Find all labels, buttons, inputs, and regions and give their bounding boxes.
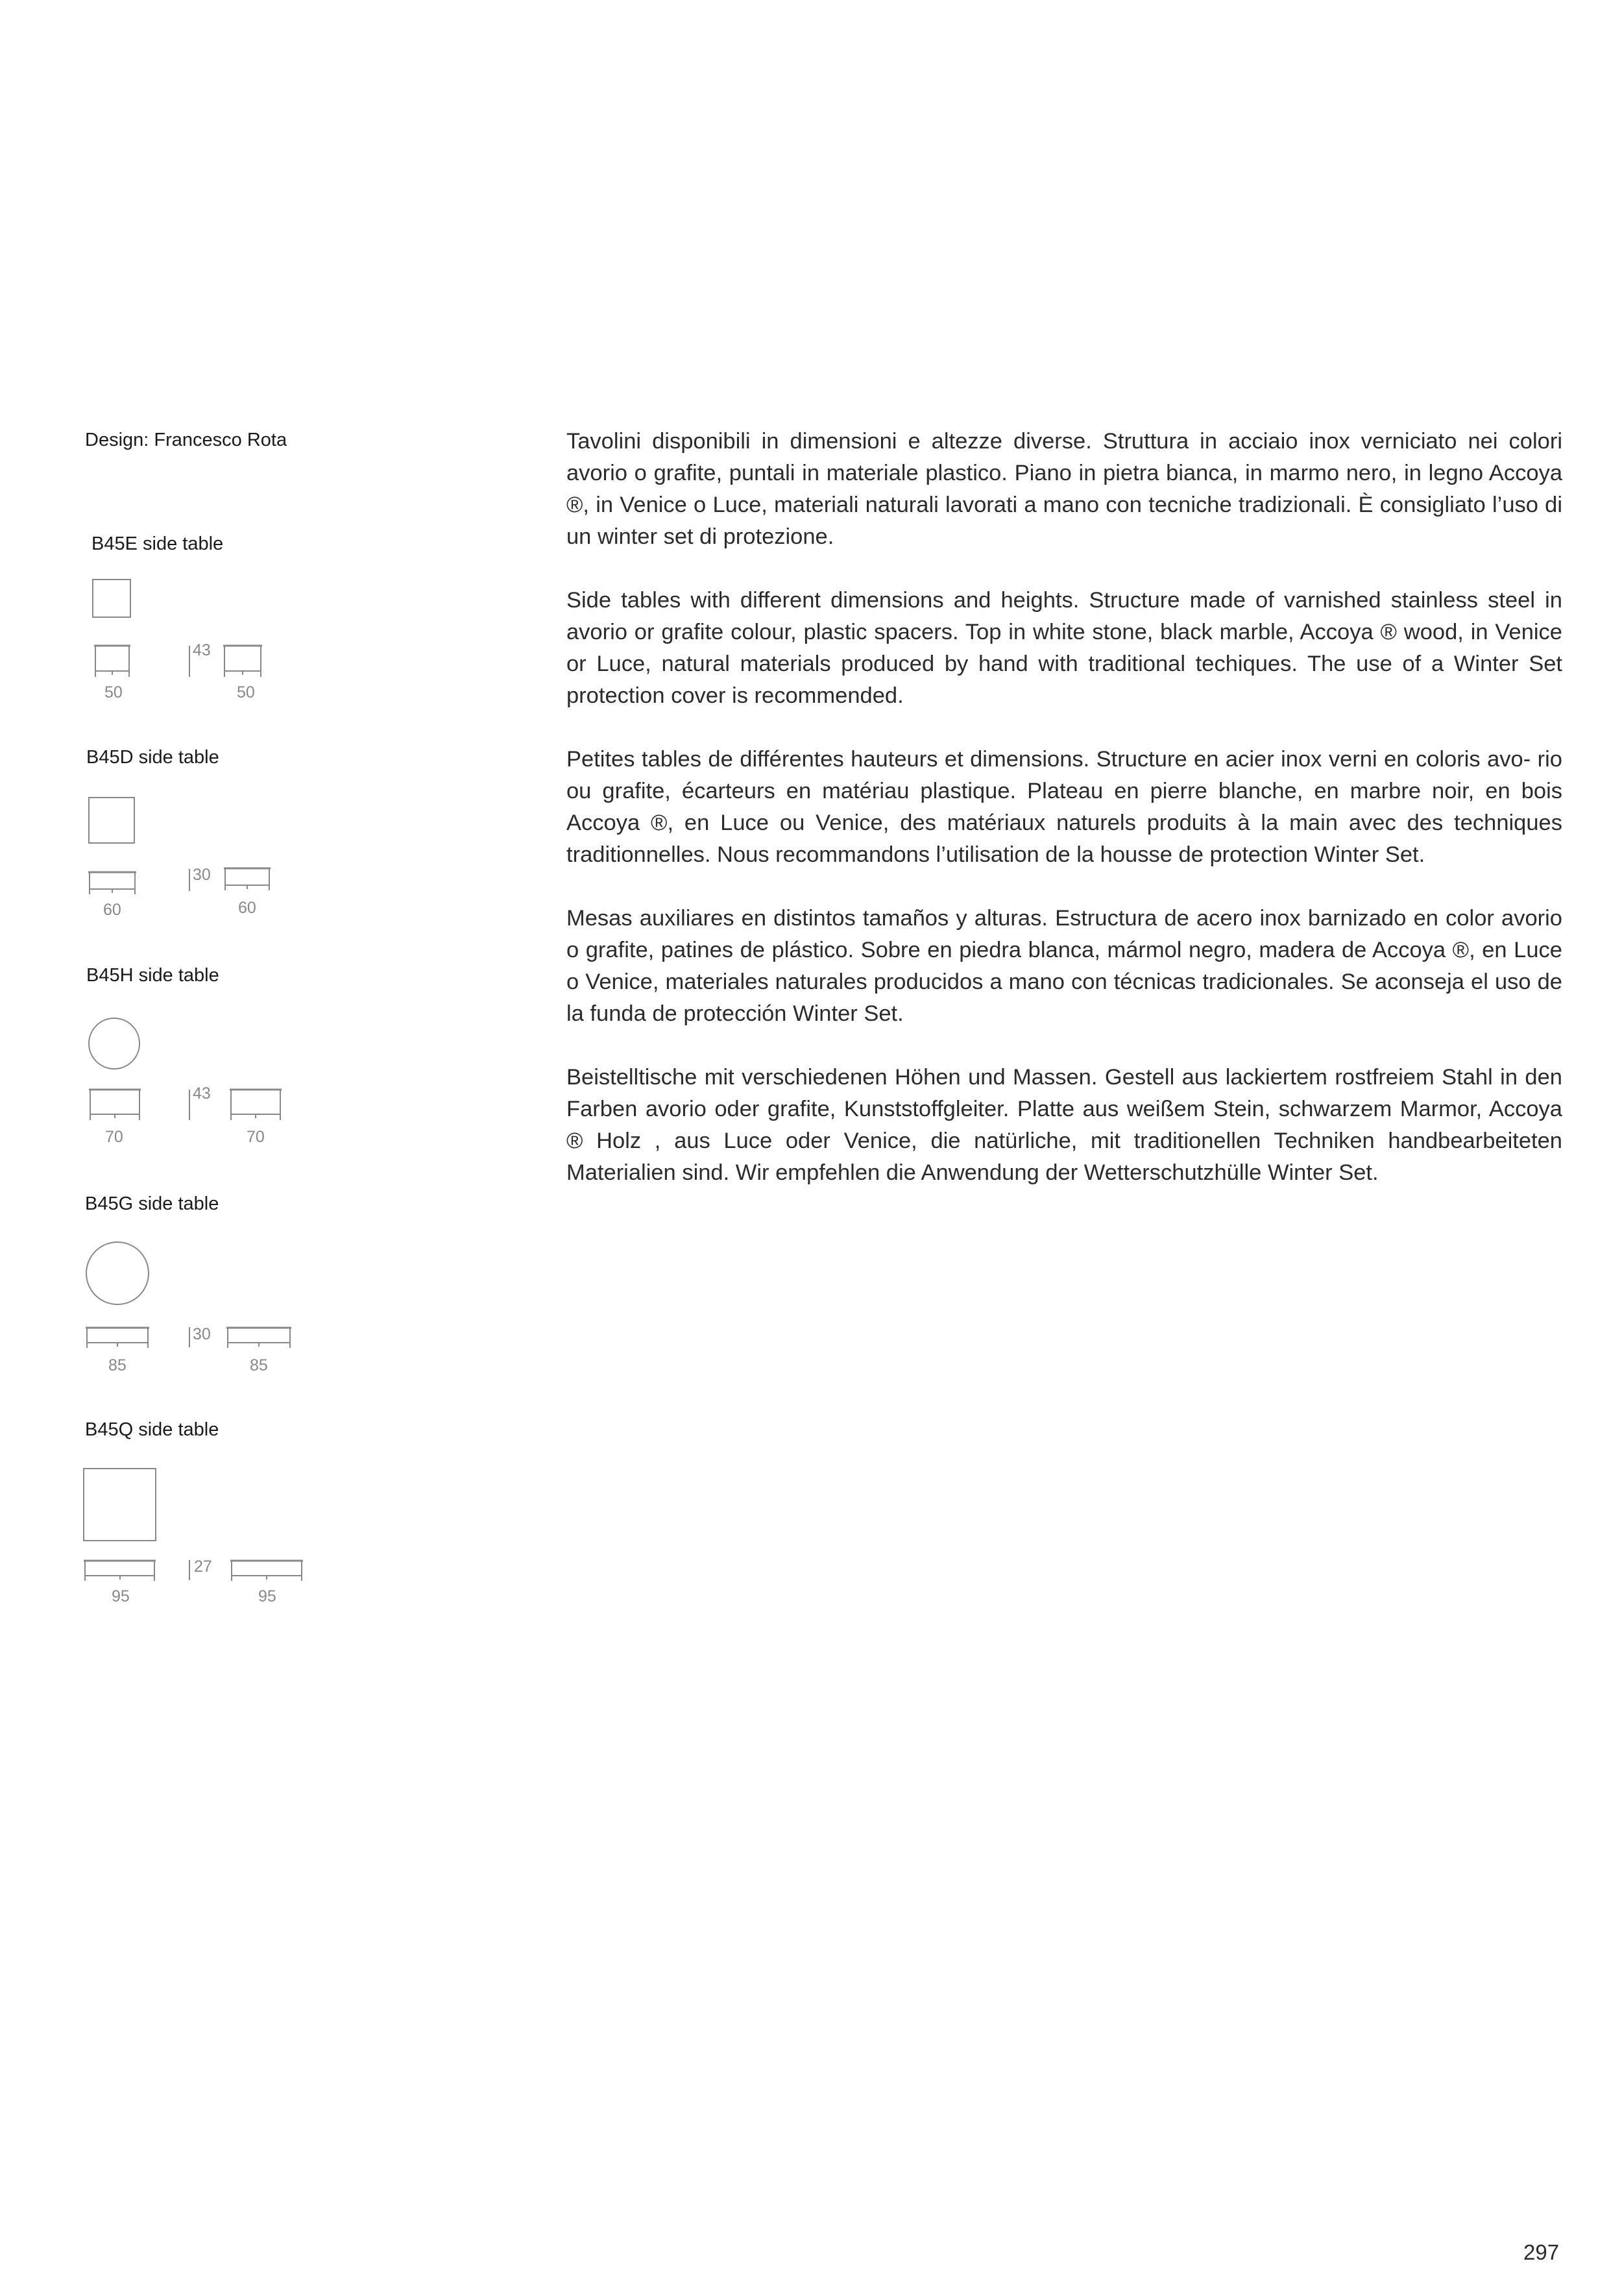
b45g-depth: 85 (250, 1356, 268, 1374)
b45q-side-view (230, 1561, 303, 1581)
b45e-side-view (223, 646, 262, 677)
paragraph-french: Petites tables de différentes hauteurs et dimensions. Structure en acier inox verni en coloris avo- rio ou grafite, écarteurs en matériau plastique. Plateau en pierre blanche, en marbre noir, en bois Accoya ®, en Luce ou Venice, des matériaux naturels produits à la main avec des techniques traditionnelles. Nous recommandons l’utilisation de la housse de protection Winter Set. (566, 747, 1562, 867)
page-number: 297 (1523, 2240, 1560, 2264)
b45h-depth: 70 (247, 1128, 265, 1146)
b45q-top-view (84, 1469, 156, 1541)
b45h-width: 70 (105, 1128, 123, 1146)
b45d-top-view (89, 798, 134, 843)
b45e-top-view (93, 580, 130, 617)
b45e-depth: 50 (237, 683, 255, 702)
b45e-front-view (94, 646, 130, 677)
b45h-height: 43 (193, 1084, 211, 1103)
b45d-depth: 60 (238, 899, 256, 917)
b45q-height: 27 (194, 1557, 212, 1576)
paragraph-german: Beistelltische mit verschiedenen Höhen und Massen. Gestell aus lackiertem rostfreiem Stahl in den Farben avorio oder grafite, Kunststoffgleiter. Platte aus weißem Stein, schwarzem Marmor, Accoya ® Holz , aus Luce oder Venice, die natürliche, mit traditionellen Techniken handbearbeiteten Materialien sind. Wir empfehlen die Anwendung der Wetterschutzhülle Winter Set. (566, 1065, 1562, 1185)
b45d-height: 30 (193, 866, 211, 884)
b45g-side-view (226, 1328, 291, 1348)
b45g-height: 30 (193, 1325, 211, 1343)
designer-credit: Design: Francesco Rota (85, 430, 287, 450)
product-label-b45g: B45G side table (85, 1193, 219, 1214)
product-label-b45h: B45H side table (86, 965, 219, 986)
b45g-front-view (86, 1328, 149, 1348)
b45d-width: 60 (103, 901, 121, 919)
b45d-side-view (224, 868, 271, 890)
b45e-width: 50 (104, 683, 123, 702)
b45g-width: 85 (108, 1356, 127, 1374)
description-text (566, 426, 1562, 1221)
b45d-front-view (88, 872, 136, 894)
b45q-front-view (84, 1561, 156, 1581)
b45q-depth: 95 (258, 1587, 276, 1606)
product-label-b45e: B45E side table (91, 533, 224, 554)
b45h-front-view (89, 1090, 141, 1120)
paragraph-spanish: Mesas auxiliares en distintos tamaños y alturas. Estructura de acero inox barnizado en color avorio o grafite, patines de plástico. Sobre en piedra blanca, mármol negro, madera de Accoya ®, en Luce o Venice, materiales naturales producidos a mano con técnicas tradicionales. Se aconseja el uso de la funda de protección Winter Set. (566, 906, 1562, 1026)
b45g-top-view (86, 1242, 149, 1304)
b45h-top-view (89, 1018, 139, 1069)
b45q-width: 95 (112, 1587, 130, 1606)
product-label-b45q: B45Q side table (85, 1419, 219, 1440)
paragraph-italian: Tavolini disponibili in dimensioni e altezze diverse. Struttura in acciaio inox verniciato nei colori avorio o grafite, puntali in materiale plastico. Piano in pietra bianca, in marmo nero, in legno Accoya ®, in Venice o Luce, materiali naturali lavorati a mano con tecniche tradizionali. È consigliato l’uso di un winter set di protezione. (566, 429, 1562, 549)
product-label-b45d: B45D side table (86, 747, 219, 768)
paragraph-english: Side tables with different dimensions and heights. Structure made of varnished stainless steel in avorio or grafite colour, plastic spacers. Top in white stone, black marble, Accoya ® wood, in Venice or Luce, natural materials produced by hand with traditional techiques. The use of a Winter Set protection cover is recommended. (566, 588, 1562, 708)
b45h-side-view (230, 1090, 282, 1120)
b45e-height: 43 (193, 641, 211, 659)
